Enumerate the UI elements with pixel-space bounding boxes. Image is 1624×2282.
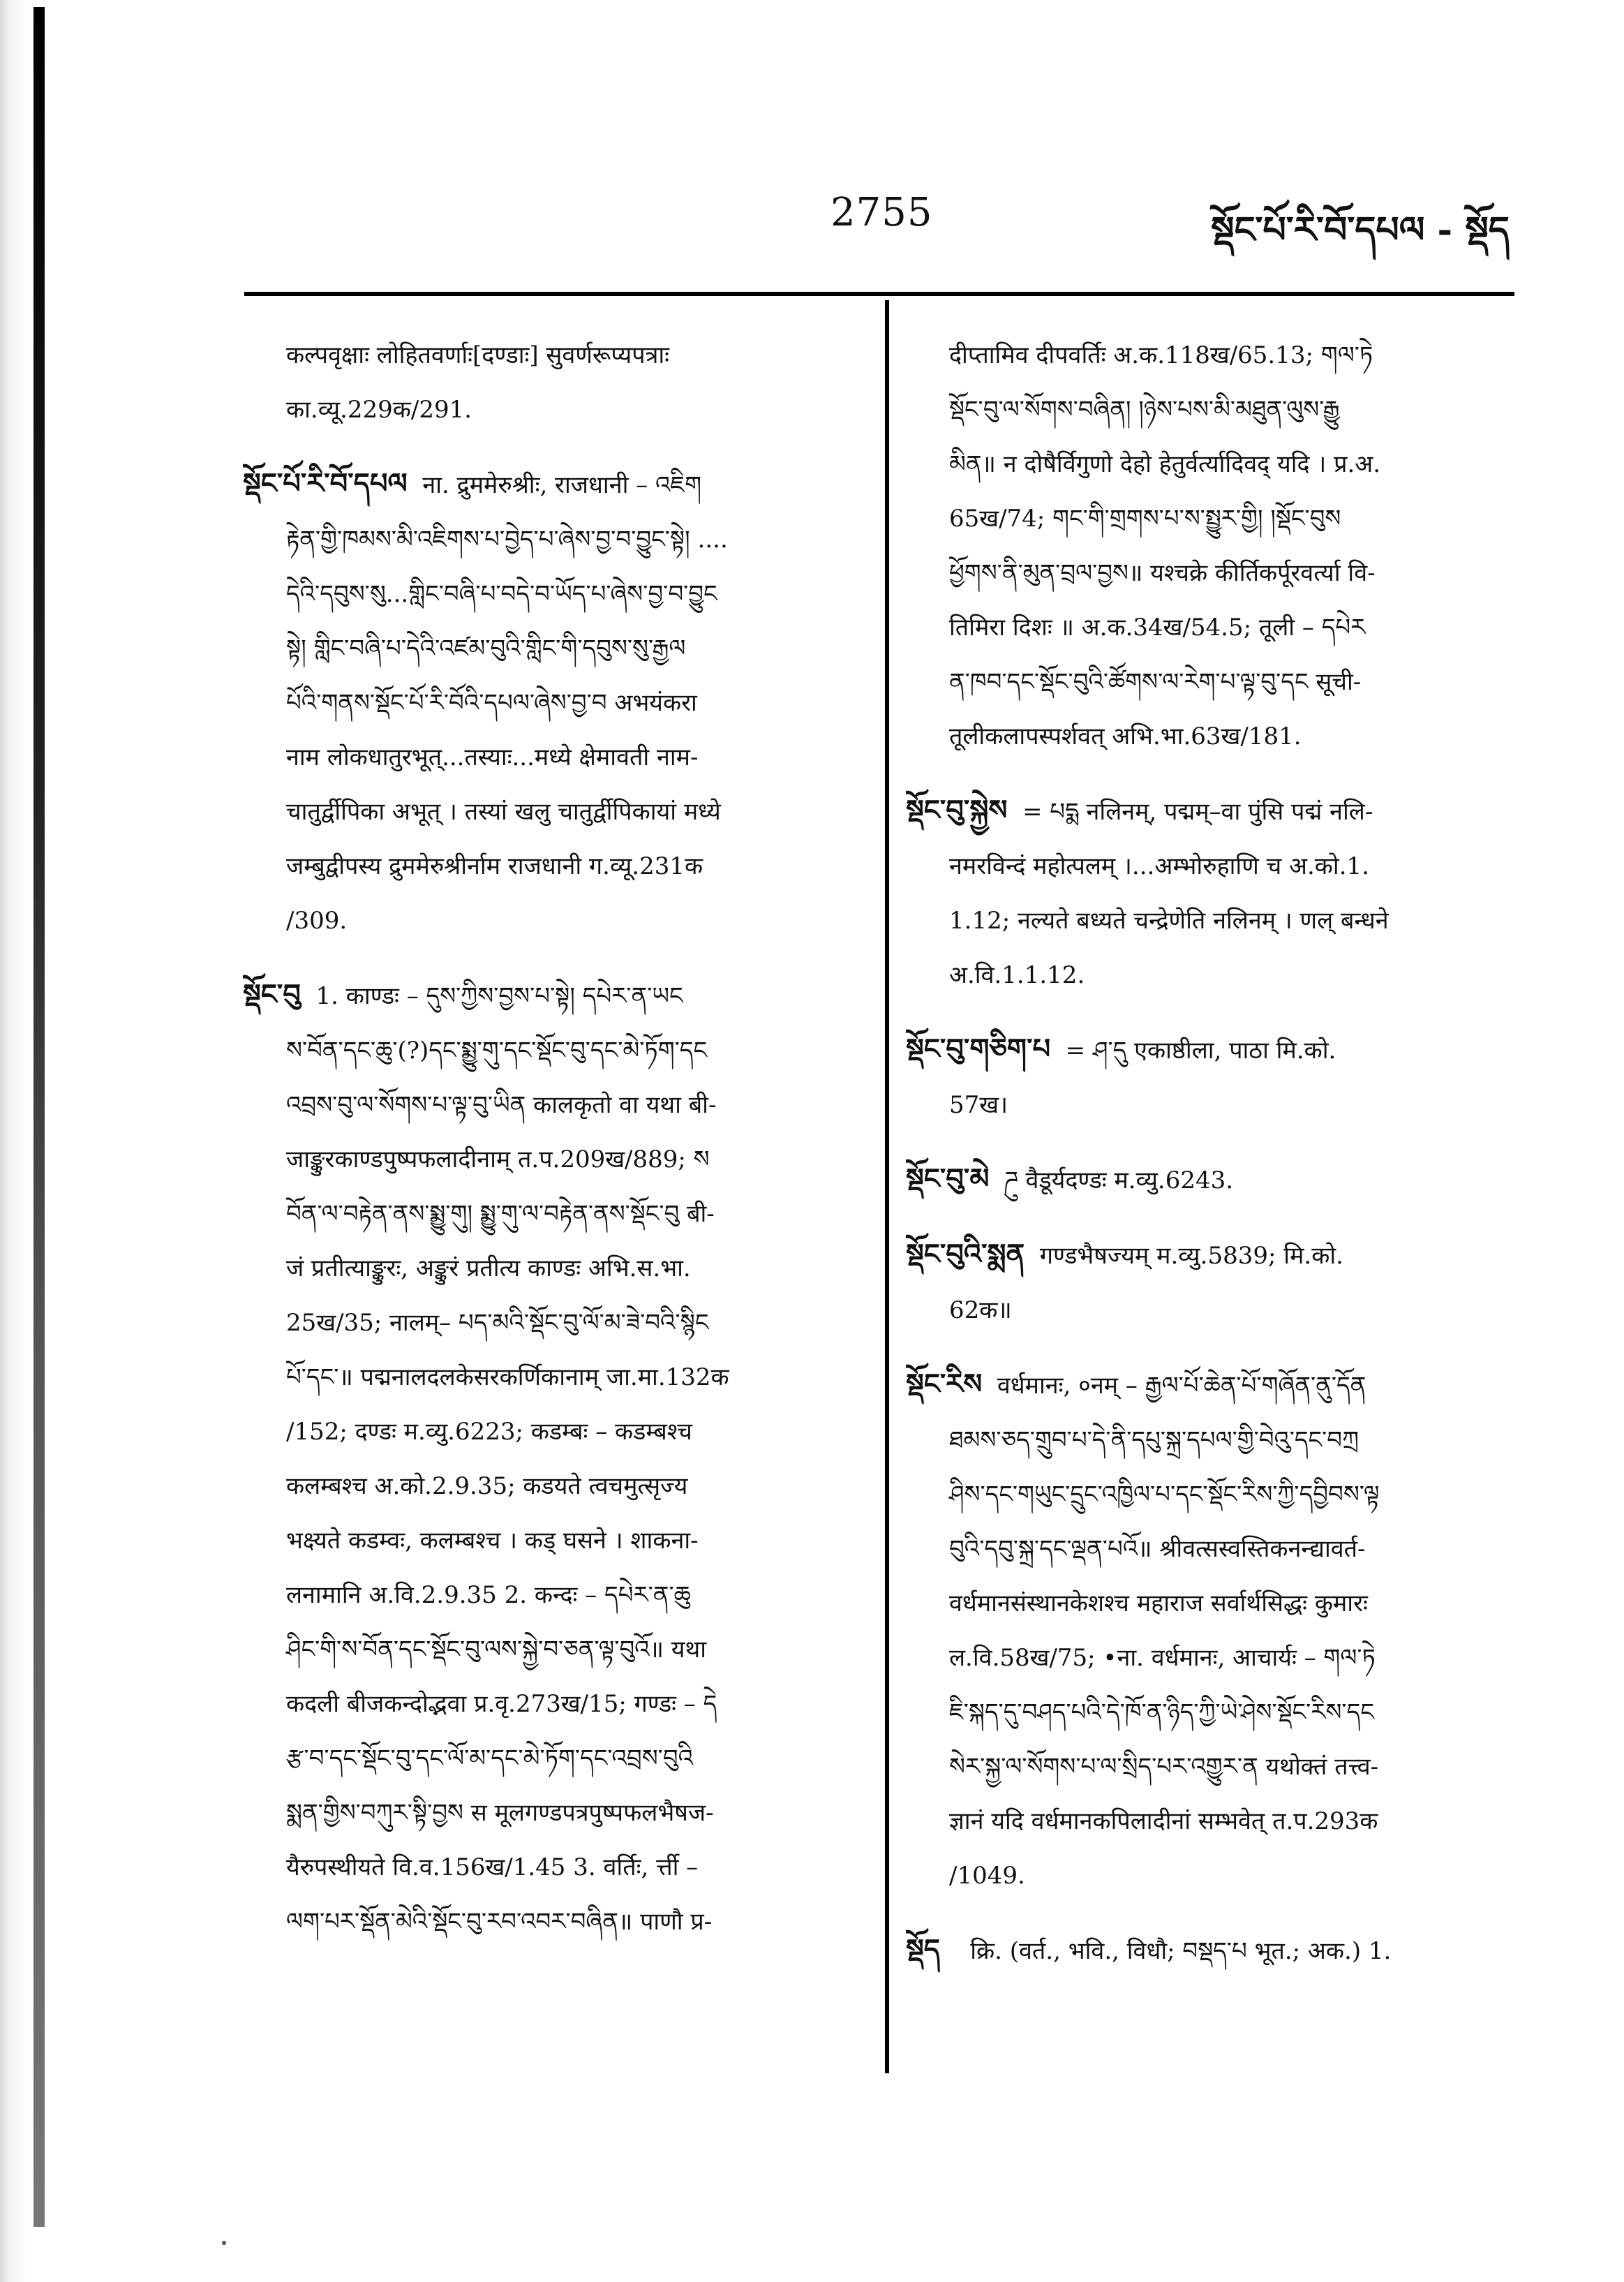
entry-line: ས་བོན་དང་ཆུ་(?)དང་སྨྱུ་གུ་དང་སྡོང་བུ་དང་མེ་ཏོག་དང <box>286 1037 708 1065</box>
entry-line: 1. काण्डः – དུས་ཀྱིས་བྱས་པ་སྟེ། དཔེར་ན་ཡང <box>315 982 683 1010</box>
entry-line: རྩ་བ་དང་སྡོང་བུ་དང་ལོ་མ་དང་མེ་ཏོག་དང་འབྲས་བུའི <box>286 1744 693 1772</box>
entry-line: ཕྱོགས་ནི་མུན་བྲལ་བྱས॥ यश्चक्रे कीर्तिकर्पूरवर्त्या वि- <box>949 559 1376 587</box>
entry-line: 25ख/35; नालम्– པད་མའི་སྡོང་བུ་ལོ་མ་ཟེ་བའི་སྙིང <box>286 1309 709 1337</box>
entry-headword: སྡོང་བུ <box>243 978 301 1011</box>
column-divider <box>885 300 889 2073</box>
entry-line: 62क॥ <box>949 1296 1012 1324</box>
entry-line: गण्डभैषज्यम् म.व्यु.5839; मि.को. <box>1039 1242 1343 1270</box>
entry-line: /1049. <box>949 1862 1025 1890</box>
entry-first-line <box>906 1152 1520 1208</box>
dictionary-entry <box>906 1357 1520 1903</box>
entry-headword: སྡོང་བུ་མེ <box>906 1162 990 1195</box>
header-rule <box>244 292 1514 296</box>
entry-line: क्रि. (वर्त., भवि., विधौ; བསྡད་པ भूत.; अक.) 1. <box>970 1937 1392 1965</box>
entry-line: कदली बीजकन्दोद्भवा प्र.वृ.273ख/15; गण्डः – དེ <box>286 1690 717 1718</box>
entry-line: སྡོང་བུ་ལ་སོགས་བཞིན། །ཉེས་པས་མི་མཐུན་ལུས་རྒྱུ <box>949 396 1340 424</box>
entry-line: ज्ञानं यदि वर्धमानकपिलादीनां सम्भवेत् त.प.293क <box>949 1807 1378 1835</box>
entry-headword: སྡོང་རིས <box>906 1368 983 1400</box>
scan-shadow <box>0 0 28 2282</box>
right-column <box>906 328 1520 1998</box>
entry-line: का.व्यू.229क/291. <box>286 396 472 424</box>
entry-first-line <box>243 968 861 1023</box>
entry-line: जम्बुद्वीपस्य द्रुममेरुश्रीर्नाम राजधानी ग.व्यू.231क <box>286 852 703 880</box>
dictionary-entry <box>906 1227 1520 1338</box>
entry-line: མིན॥ न दोषैर्विगुणो देहो हेतुर्वर्त्यादिवद् यदि । प्र.अ. <box>949 450 1381 478</box>
entry-line: तिमिरा दिशः ॥ अ.क.34ख/54.5; तूली – དཔེར <box>949 614 1366 642</box>
entry-line: नमरविन्दं महोत्पलम् ।...अम्भोरुहाणि च अ.को.1. <box>949 852 1369 880</box>
entry-line: तूलीकलापस्पर्शवत् अभि.भा.63ख/181. <box>949 723 1302 750</box>
entry-line: 57ख। <box>949 1091 1008 1119</box>
dictionary-entry <box>243 968 861 1949</box>
entry-headword: སྡོང་བུ་སྐྱེས <box>906 794 1008 827</box>
entry-line: नाम लोकधातुरभूत्...तस्याः...मध्ये क्षेमावती नाम- <box>286 743 699 771</box>
entry-line: ཌུ वैडूर्यदण्डः म.व्यु.6243. <box>1004 1166 1234 1194</box>
entry-headword: སྡོང་བུ་གཅིག་པ <box>906 1032 1051 1065</box>
entry-line: པོའི་གནས་སྡོང་པོ་རི་བོའི་དཔལ་ཞེས་བྱ་བ अभयंकरा <box>286 689 697 717</box>
left-column <box>243 328 861 1969</box>
entry-line: ན་ཁབ་དང་སྡོང་བུའི་ཚོགས་ལ་རེག་པ་ལྟ་བུ་དང सूची- <box>949 668 1362 696</box>
entry-line: སྨན་གྱིས་བཀུར་སྟི་བྱས स मूलगण्डपत्रपुष्पफलभैषज- <box>286 1799 714 1827</box>
entry-line: དེའི་དབུས་སུ...གླིང་བཞི་པ་བདེ་བ་ཡོད་པ་ཞེས་བྱ་བ་བྱུང <box>286 580 717 608</box>
entry-line: འབྲས་བུ་ལ་སོགས་པ་ལྟ་བུ་ཡིན कालकृतो वा यथा बी- <box>286 1091 717 1119</box>
entry-line: བོན་ལ་བརྟེན་ནས་སྨྱུ་གུ། སྨྱུ་གུ་ལ་བརྟེན་ནས་སྡོང་བུ बी- <box>286 1200 715 1228</box>
page-number: 2755 <box>830 190 933 235</box>
entry-line: ཇི་སྐད་དུ་བཤད་པའི་དེ་ཁོ་ན་ཉིད་ཀྱི་ཡེ་ཤེས་སྡོང་རིས་དང <box>949 1698 1374 1726</box>
entry-headword: སྡོང་པོ་རི་བོ་དཔལ <box>243 467 408 500</box>
entry-line: जं प्रतीत्याङ्कुरः, अङ्कुरं प्रतीत्य काण्डः अभि.स.भा. <box>286 1254 691 1282</box>
entry-line: यैरुपस्थीयते वि.व.156ख/1.45 3. वर्तिः, र्त्ती – <box>286 1853 699 1881</box>
entry-line: ཤིང་གི་ས་བོན་དང་སྡོང་བུ་ལས་སྐྱེ་བ་ཅན་ལྟ་བུའོ॥ यथा <box>286 1636 707 1664</box>
entry-first-line <box>243 457 861 512</box>
dictionary-entry <box>243 457 861 948</box>
entry-line: /309. <box>286 907 348 935</box>
entry-line: चातुर्द्वीपिका अभूत् । तस्यां खलु चातुर्द्वीपिकायां मध्ये <box>286 798 721 826</box>
entry-line: जाङ्कुरकाण्डपुष्पफलादीनाम् त.प.209ख/889; ས <box>286 1146 710 1173</box>
entry-first-line <box>906 1227 1520 1283</box>
entry-line: སྟེ། གླིང་བཞི་པ་དེའི་འཛམ་བུའི་གླིང་གི་དབུས་སུ་རྒྱལ <box>286 635 686 662</box>
entry-first-line <box>906 1922 1520 1978</box>
entry-line: ल.वि.58ख/75; •ना. वर्धमानः, आचार्यः – གལ་ཏེ <box>949 1644 1376 1672</box>
entry-line: /152; दण्डः म.व्यु.6223; कडम्बः – कडम्बश्च <box>286 1418 692 1446</box>
entry-line: कलम्बश्च अ.को.2.9.35; कडयते त्वचमुत्सृज्य <box>286 1472 688 1500</box>
entry-line: = ཤ་དུ एकाष्ठीला, पाठा मि.को. <box>1065 1037 1336 1065</box>
entry-line: ཤིས་དང་གཡུང་དྲུང་འཁྱིལ་པ་དང་སྡོང་རིས་ཀྱི་དབྱིབས་ལྟ <box>949 1481 1380 1509</box>
running-header: སྡོང་པོ་རི་བོ་དཔལ - སྡོད <box>1211 209 1510 251</box>
entry-line: བུའི་དབུ་སྐྲ་དང་ལྡན་པའོ॥ श्रीवत्सस्वस्तिकनन्द्यावर्त- <box>949 1535 1366 1563</box>
entry-line: པོ་དང་॥ पद्मनालदलकेसरकर्णिकानाम् जा.मा.132क <box>286 1363 729 1391</box>
dictionary-entry <box>906 1152 1520 1208</box>
dictionary-entry <box>906 328 1520 764</box>
entry-first-line <box>906 1357 1520 1413</box>
entry-line: ལག་པར་སྡོན་མེའི་སྡོང་བུ་རབ་འབར་བཞིན॥ पाणौ प्र- <box>286 1908 713 1936</box>
entry-line: वर्धमानः, ०नम् – རྒྱལ་པོ་ཆེན་པོ་གཞོན་ནུ་དོན <box>997 1372 1366 1400</box>
dictionary-entry <box>906 1022 1520 1132</box>
entry-headword: སྡོད <box>906 1933 940 1966</box>
scan-speck <box>222 2241 226 2245</box>
entry-line: वर्धमानसंस्थानकेशश्च महाराज सर्वार्थसिद्धः कुमारः <box>949 1590 1368 1617</box>
binding-edge <box>33 7 45 2227</box>
entry-line: 1.12; नल्यते बध्यते चन्द्रेणेति नलिनम् । णल् बन्धने <box>949 907 1389 935</box>
entry-first-line <box>906 783 1520 839</box>
entry-line: दीप्तामिव दीपवर्तिः अ.क.118ख/65.13; གལ་ཏེ <box>949 341 1373 369</box>
entry-line: 65ख/74; གང་གི་གྲགས་པ་ས་སྤྱུར་གྱི། །སྡོང་བུས <box>949 505 1341 533</box>
entry-line: སེར་སྐྱ་ལ་སོགས་པ་ལ་སྲིད་པར་འགྱུར་ན यथोक्तं तत्त्व- <box>949 1753 1379 1781</box>
entry-line: कल्पवृक्षाः लोहितवर्णाः[दण्डाः] सुवर्णरूप्यपत्राः <box>286 341 670 369</box>
dictionary-entry <box>906 1922 1520 1978</box>
entry-line: = པདྨ नलिनम्, पद्मम्–वा पुंसि पद्मं नलि- <box>1022 798 1373 826</box>
entry-line: भक्ष्यते कडम्वः, कलम्बश्च । कड् घसने । शाकना- <box>286 1527 699 1555</box>
entry-line: ཐམས་ཅད་གྲུབ་པ་དེ་ནི་དཔུ་སྐྲ་དཔལ་གྱི་བེའུ་དང་བཀྲ <box>949 1426 1359 1454</box>
entry-line: རྟེན་གྱི་ཁམས་མི་འཇིགས་པ་བྱེད་པ་ཞེས་བྱ་བ་བྱུང་སྟེ། .... <box>286 526 728 554</box>
entry-headword: སྡོང་བུའི་སྨན <box>906 1238 1025 1270</box>
entry-line: अ.वि.1.1.12. <box>949 961 1085 989</box>
entry-line: ना. द्रुममेरुश्रीः, राजधानी – འཇིག <box>422 471 702 499</box>
dictionary-entry <box>243 328 861 437</box>
dictionary-entry <box>906 783 1520 1002</box>
entry-first-line <box>906 1022 1520 1078</box>
entry-line: लनामानि अ.वि.2.9.35 2. कन्दः – དཔེར་ན་ཆུ <box>286 1581 691 1609</box>
